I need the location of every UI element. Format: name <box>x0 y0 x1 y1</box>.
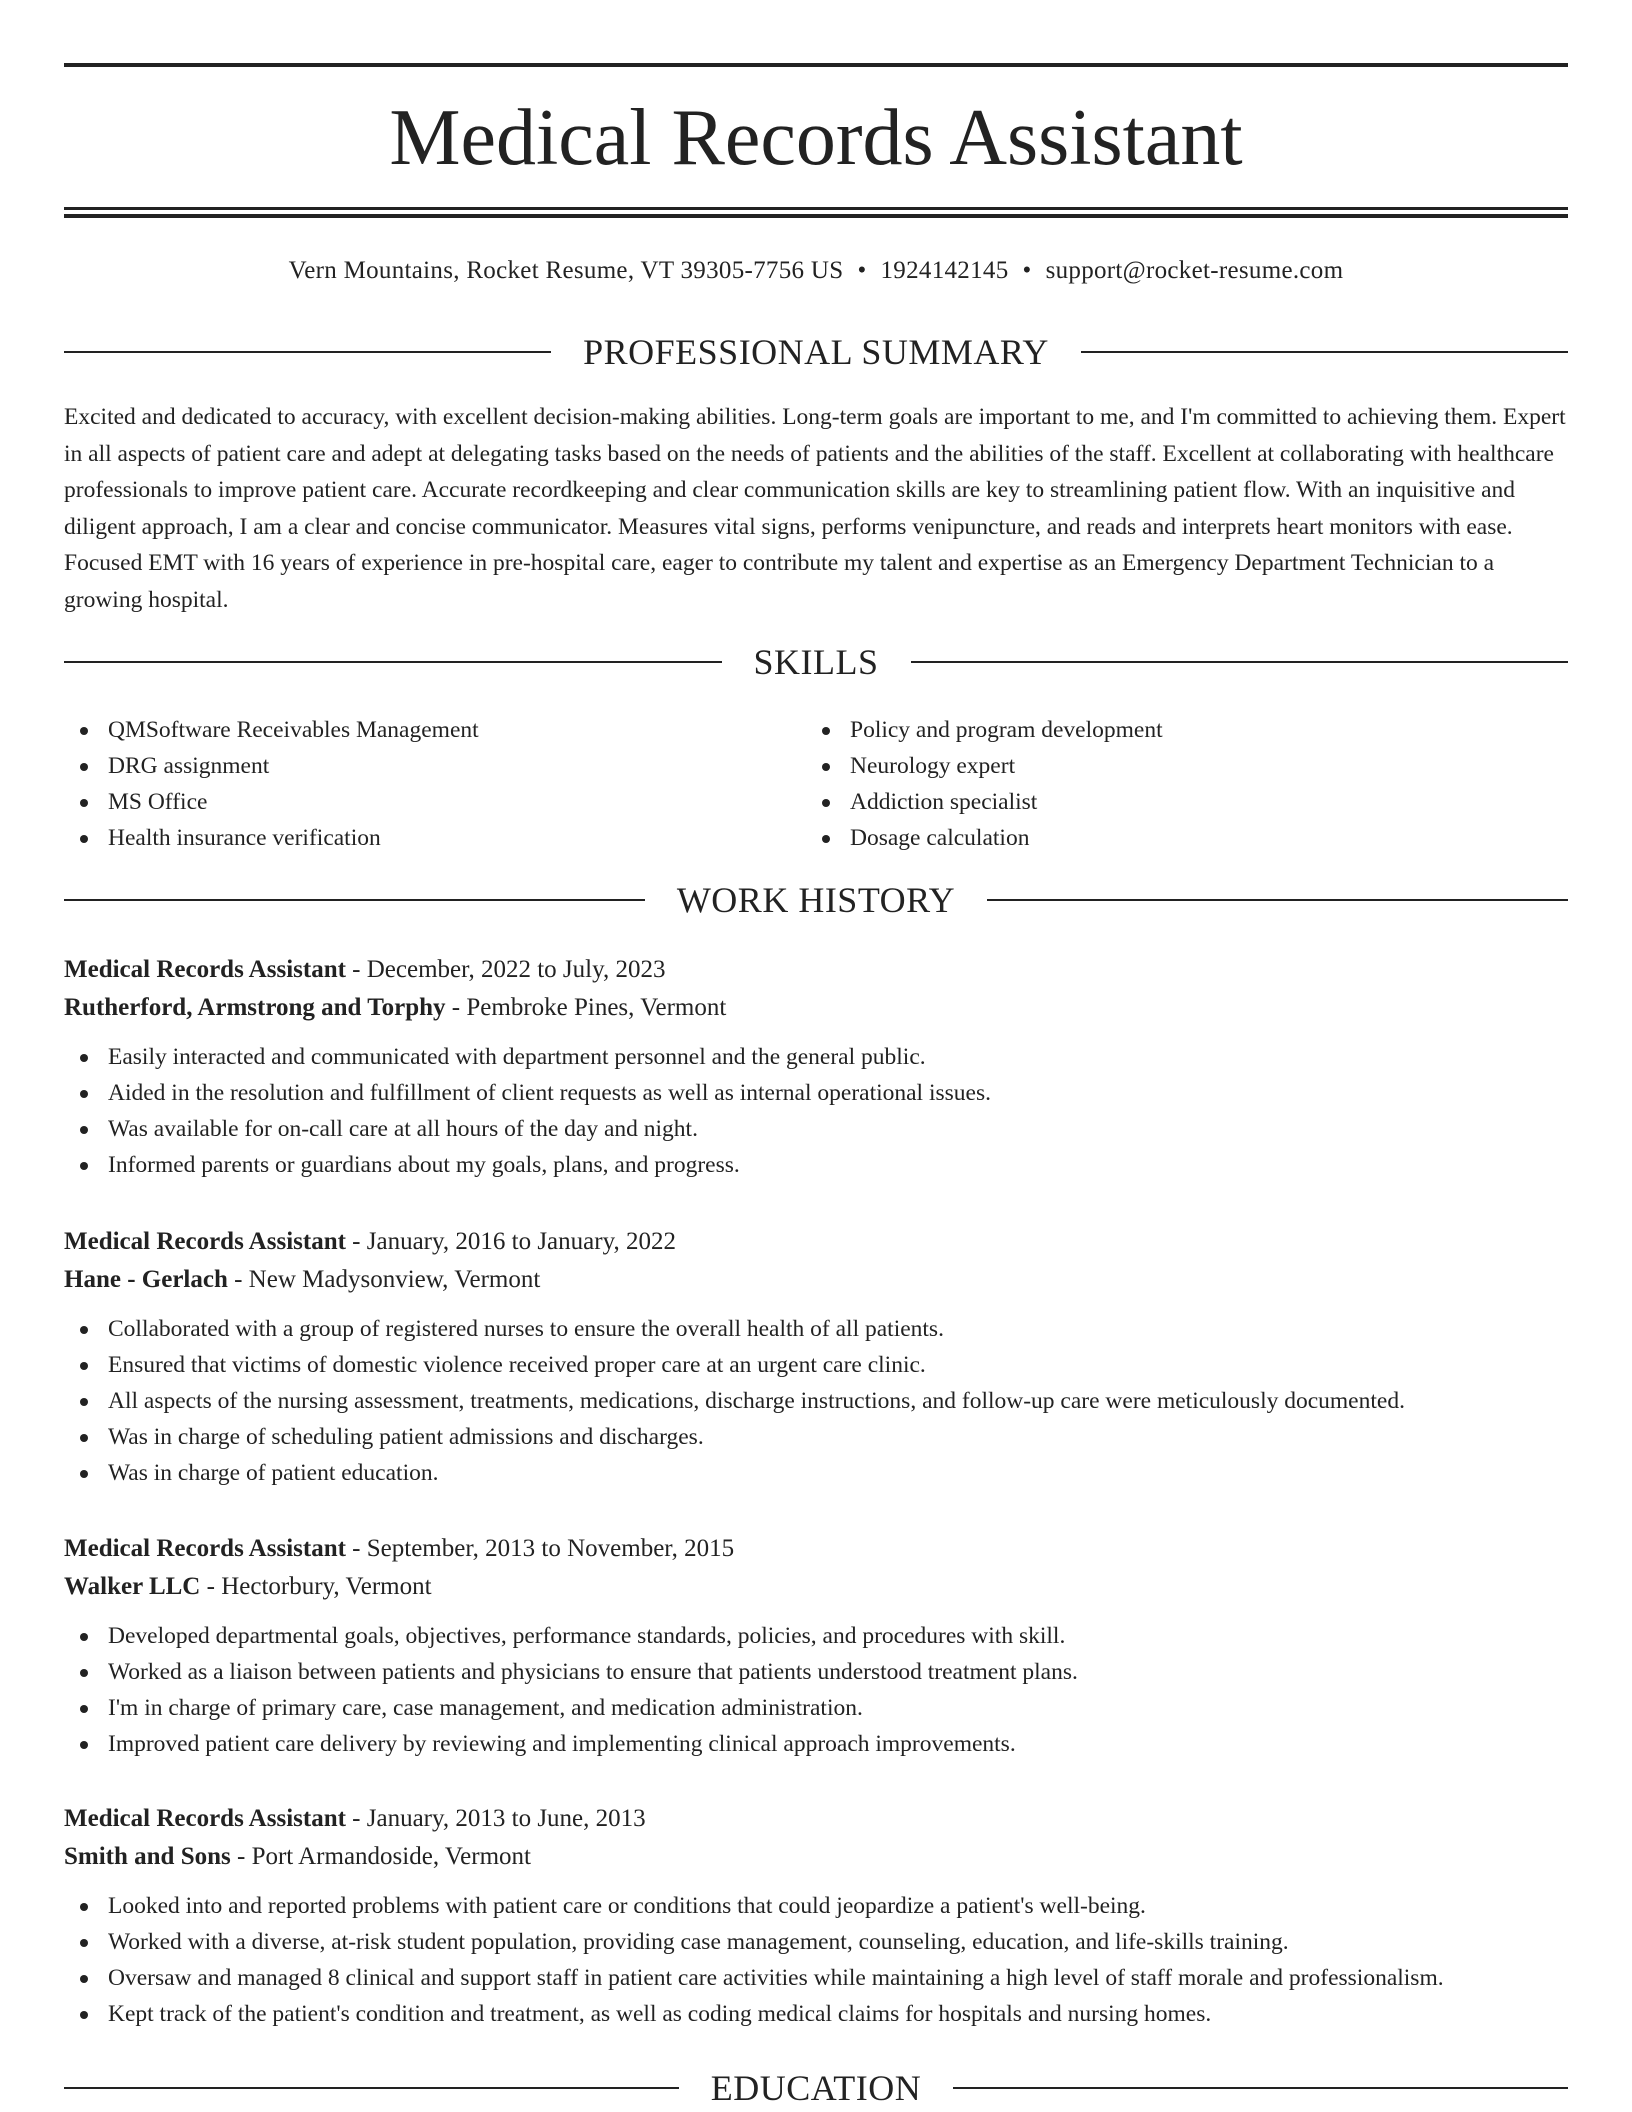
job-company-line <box>64 1568 1568 1606</box>
section-rule-left <box>64 2087 679 2089</box>
job-bullet: Easily interacted and communicated with department personnel and the general public. <box>64 1039 1568 1075</box>
job-location: - Port Armandoside, Vermont <box>230 1843 531 1870</box>
contact-email: support@rocket-resume.com <box>1045 257 1344 284</box>
skill-item: Dosage calculation <box>806 820 1548 856</box>
summary-text: Excited and dedicated to accuracy, with excellent decision-making abilities. Long-term goals are important to me, and I'm committed to achieving them. Expert in all aspects of patient care and adept at delegating tasks based on the needs of patients and the abilities of the staff. Excellent at collaborating with healthcare professionals to improve patient care. Accurate recordkeeping and clear communication skills are key to streamlining patient flow. With an inquisitive and diligent approach, I am a clear and concise communicator. Measures vital signs, performs venipuncture, and reads and interprets heart monitors with ease. Focused EMT with 16 years of experience in pre-hospital care, eager to contribute my talent and expertise as an Emergency Department Technician to a growing hospital. <box>64 404 1566 613</box>
job-location: - New Madysonview, Vermont <box>227 1266 541 1293</box>
education-section-title: EDUCATION <box>710 2068 922 2108</box>
job-bullet: Worked with a diverse, at-risk student population, providing case management, counseling, education, and life-skills training. <box>64 1924 1568 1960</box>
job-bullet: Ensured that victims of domestic violence received proper care at an urgent care clinic. <box>64 1347 1568 1383</box>
job-bullet: Informed parents or guardians about my goals, plans, and progress. <box>64 1147 1568 1183</box>
skill-item: Addiction specialist <box>806 784 1548 820</box>
double-rule-bottom-line <box>64 214 1568 218</box>
job-company-line <box>64 989 1568 1027</box>
job-dates: - January, 2013 to June, 2013 <box>345 1805 646 1832</box>
top-rule <box>64 63 1568 67</box>
job-bullets <box>64 1311 1568 1491</box>
job-bullet: Was in charge of patient education. <box>64 1455 1568 1491</box>
job-bullets <box>64 1039 1568 1183</box>
section-rule-left <box>64 351 551 353</box>
job-bullet: Improved patient care delivery by reviewing and implementing clinical approach improvements. <box>64 1726 1568 1762</box>
job-company: Hane - Gerlach <box>64 1266 228 1293</box>
contact-address: Vern Mountains, Rocket Resume, VT 39305-7756 US <box>288 257 844 284</box>
section-rule-left <box>64 661 722 663</box>
skills-column-right <box>806 712 1548 856</box>
work-section-header <box>64 878 1568 922</box>
skill-item: Health insurance verification <box>64 820 806 856</box>
job-title-line <box>64 951 1568 989</box>
skill-item: Policy and program development <box>806 712 1548 748</box>
job-company-line <box>64 1838 1568 1876</box>
job-location: - Pembroke Pines, Vermont <box>445 994 727 1021</box>
work-section-title: WORK HISTORY <box>676 880 956 920</box>
job-company: Smith and Sons <box>64 1843 231 1870</box>
contact-line <box>64 254 1568 288</box>
job-bullet: Collaborated with a group of registered nurses to ensure the overall health of all patients. <box>64 1311 1568 1347</box>
skills-column-left <box>64 712 806 856</box>
job-dates: - December, 2022 to July, 2023 <box>345 956 666 983</box>
contact-separator: • <box>857 257 867 284</box>
section-rule-right <box>953 2087 1568 2089</box>
job-bullet: Was in charge of scheduling patient admissions and discharges. <box>64 1419 1568 1455</box>
job-bullet: Worked as a liaison between patients and physicians to ensure that patients understood treatment plans. <box>64 1654 1568 1690</box>
summary-section-title: PROFESSIONAL SUMMARY <box>583 332 1049 372</box>
job-title: Medical Records Assistant <box>64 1535 346 1562</box>
summary-section-header <box>64 330 1568 374</box>
contact-phone: 1924142145 <box>880 257 1009 284</box>
title-double-rule <box>64 207 1568 218</box>
job-entry <box>64 1530 1568 1762</box>
skills-section-title: SKILLS <box>753 642 879 682</box>
job-entry <box>64 1800 1568 2032</box>
job-company: Rutherford, Armstrong and Torphy <box>64 994 446 1021</box>
section-rule-left <box>64 899 645 901</box>
skill-item: MS Office <box>64 784 806 820</box>
job-bullet: Aided in the resolution and fulfillment of client requests as well as internal operational issues. <box>64 1075 1568 1111</box>
job-bullet: Was available for on-call care at all hours of the day and night. <box>64 1111 1568 1147</box>
contact-separator: • <box>1022 257 1032 284</box>
section-rule-right <box>911 661 1569 663</box>
job-title-line <box>64 1223 1568 1261</box>
section-rule-right <box>1081 351 1568 353</box>
job-bullet: All aspects of the nursing assessment, treatments, medications, discharge instructions, and follow-up care were meticulously documented. <box>64 1383 1568 1419</box>
skills-list <box>64 712 1568 856</box>
job-dates: - January, 2016 to January, 2022 <box>345 1228 676 1255</box>
job-title-line <box>64 1800 1568 1838</box>
skill-item: QMSoftware Receivables Management <box>64 712 806 748</box>
job-title-line <box>64 1530 1568 1568</box>
job-bullets <box>64 1618 1568 1762</box>
job-bullet: I'm in charge of primary care, case management, and medication administration. <box>64 1690 1568 1726</box>
job-title: Medical Records Assistant <box>64 1805 346 1832</box>
job-bullet: Looked into and reported problems with patient care or conditions that could jeopardize a patient's well-being. <box>64 1888 1568 1924</box>
job-company: Walker LLC <box>64 1573 201 1600</box>
job-entry <box>64 951 1568 1183</box>
job-dates: - September, 2013 to November, 2015 <box>345 1535 735 1562</box>
job-bullet: Oversaw and managed 8 clinical and support staff in patient care activities while maintaining a high level of staff morale and professionalism. <box>64 1960 1568 1996</box>
double-rule-top-line <box>64 207 1568 210</box>
resume-title: Medical Records Assistant <box>389 94 1243 182</box>
job-bullets <box>64 1888 1568 2032</box>
education-section-header <box>64 2066 1568 2110</box>
job-company-line <box>64 1261 1568 1299</box>
skills-section-header <box>64 640 1568 684</box>
skill-item: Neurology expert <box>806 748 1548 784</box>
job-title: Medical Records Assistant <box>64 956 346 983</box>
job-bullet: Kept track of the patient's condition and treatment, as well as coding medical claims for hospitals and nursing homes. <box>64 1996 1568 2032</box>
skill-item: DRG assignment <box>64 748 806 784</box>
job-title: Medical Records Assistant <box>64 1228 346 1255</box>
job-entry <box>64 1223 1568 1491</box>
section-rule-right <box>987 899 1568 901</box>
job-bullet: Developed departmental goals, objectives, performance standards, policies, and procedures with skill. <box>64 1618 1568 1654</box>
job-location: - Hectorbury, Vermont <box>200 1573 432 1600</box>
